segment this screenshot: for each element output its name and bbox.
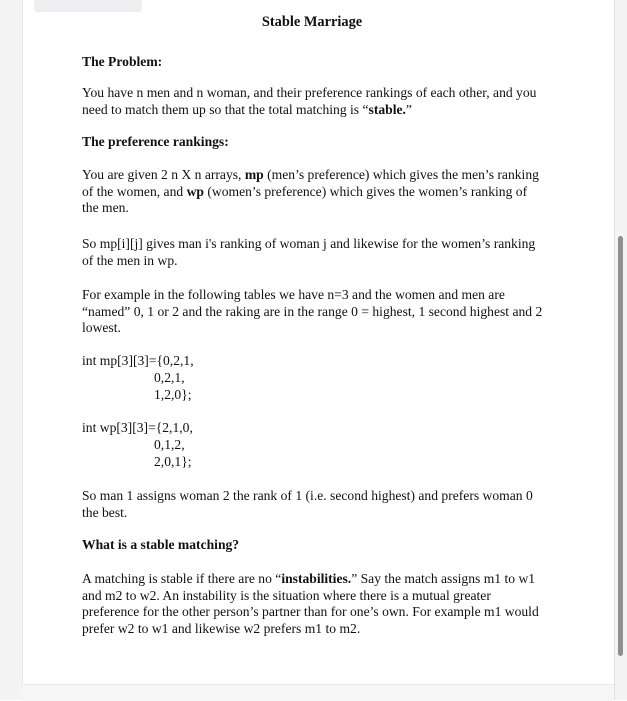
instabilities-bold: instabilities. xyxy=(281,571,352,586)
problem-paragraph xyxy=(82,85,544,118)
problem-text-bold: stable. xyxy=(368,101,406,117)
stable-text-a: A matching is stable if there are no “ xyxy=(82,571,282,586)
stable-paragraph xyxy=(82,571,544,637)
scrollbar-thumb[interactable] xyxy=(618,236,623,656)
stable-text-c: ” Say the match assigns m1 to w1 and m2 to w2. An instability is the situation where there is a mutual greater preference for the other person’s partner than for one’s own. For example m1 would prefer w2 to w1 and likewise w2 prefers m1 to m2. xyxy=(82,571,539,636)
rankings-text-c: (men’s preference) which gives the men’s ranking of the women, and xyxy=(82,167,539,199)
top-tab-bar xyxy=(34,0,142,12)
wp-code-line-2: 0,1,2, xyxy=(154,437,185,452)
rankings-text-e: (women’s preference) which gives the women’s ranking of the men. xyxy=(82,183,528,216)
stable-heading: What is a stable matching? xyxy=(82,537,240,552)
wp-bold: wp xyxy=(186,183,204,199)
wp-code-line-3: 2,0,1}; xyxy=(154,454,192,469)
problem-heading: The Problem: xyxy=(82,54,163,69)
mp-bold: mp xyxy=(244,167,264,182)
mp-code-line-2: 0,2,1, xyxy=(154,370,185,385)
rankings-paragraph-2: So mp[i][j] gives man i's ranking of woman j and likewise for the women’s ranking of the men in wp. xyxy=(82,236,536,268)
rankings-paragraph-3: For example in the following tables we have n=3 and the women and men are “named” 0, 1 or 2 and the raking are in the range 0 = highest, 1 second highest and 2 lowest. xyxy=(82,287,543,336)
mp-code-line-1: int mp[3][3]={0,2,1, xyxy=(82,353,194,368)
rankings-text-a: You are given 2 n X n arrays, xyxy=(82,167,245,182)
problem-text-a: You have n men and n woman, and their preference rankings of each other, and you need to match them up so that the total matching is “ xyxy=(82,85,537,117)
rankings-heading: The preference rankings: xyxy=(82,134,229,149)
rankings-paragraph-1 xyxy=(82,167,544,217)
problem-text-c: ” xyxy=(405,101,412,117)
wp-code-line-1: int wp[3][3]={2,1,0, xyxy=(82,420,193,435)
left-frame xyxy=(0,0,23,700)
rankings-paragraph-4: So man 1 assigns woman 2 the rank of 1 (i.e. second highest) and prefers woman 0 the best. xyxy=(82,488,533,520)
page-title: Stable Marriage xyxy=(261,14,363,30)
bottom-bar xyxy=(22,684,614,701)
mp-code-line-3: 1,2,0}; xyxy=(154,387,192,402)
